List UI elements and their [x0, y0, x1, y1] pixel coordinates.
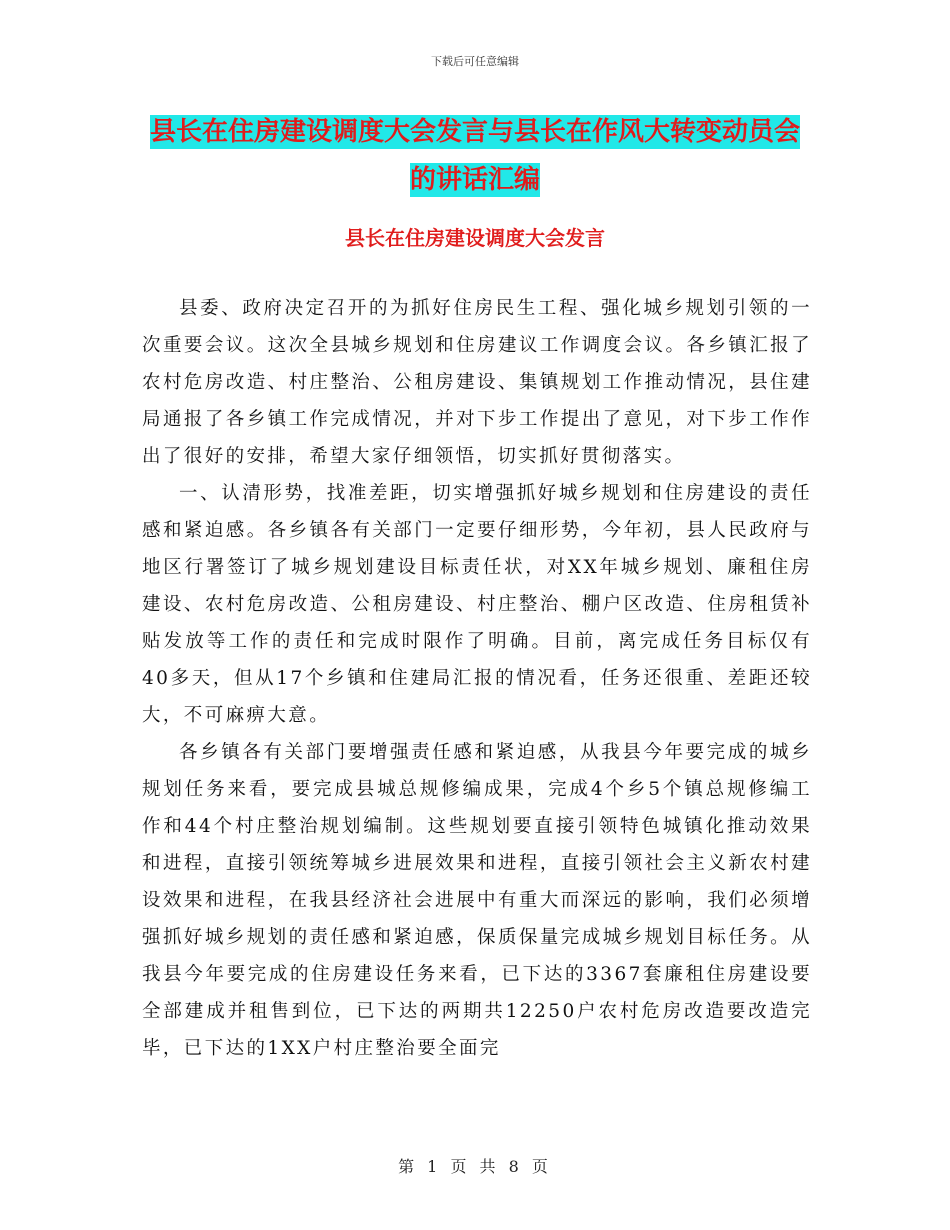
- page-footer: 第 1 页 共 8 页: [398, 1157, 552, 1176]
- document-title-text: 县长在住房建设调度大会发言与县长在作风大转变动员会的讲话汇编: [149, 117, 800, 195]
- header-note: 下载后可任意编辑: [431, 55, 519, 68]
- document-title: [140, 108, 810, 204]
- paragraph: 各乡镇各有关部门要增强责任感和紧迫感，从我县今年要完成的城乡规划任务来看，要完成县城总规修编成果，完成4个乡5个镇总规修编工作和44个村庄整治规划编制。这些规划要直接引领特色城镇化推动效果和进程，直接引领统筹城乡进展效果和进程，直接引领社会主义新农村建设效果和进程，在我县经济社会进展中有重大而深远的影响，我们必须增强抓好城乡规划的责任感和紧迫感，保质保量完成城乡规划目标任务。从我县今年要完成的住房建设任务来看，已下达的3367套廉租住房建设要全部建成并租售到位，已下达的两期共12250户农村危房改造要改造完毕，已下达的1XX户村庄整治要全面完: [142, 742, 812, 1059]
- section-title: 县长在住房建设调度大会发言: [345, 226, 605, 250]
- body-text: [142, 290, 812, 1067]
- paragraph: 一、认清形势，找准差距，切实增强抓好城乡规划和住房建设的责任感和紧迫感。各乡镇各有关部门一定要仔细形势，今年初，县人民政府与地区行署签订了城乡规划建设目标责任状，对XX年城乡规划、廉租住房建设、农村危房改造、公租房建设、村庄整治、棚户区改造、住房租赁补贴发放等工作的责任和完成时限作了明确。目前，离完成任务目标仅有40多天，但从17个乡镇和住建局汇报的情况看，任务还很重、差距还较大，不可麻痹大意。: [142, 483, 812, 726]
- paragraph: 县委、政府决定召开的为抓好住房民生工程、强化城乡规划引领的一次重要会议。这次全县城乡规划和住房建议工作调度会议。各乡镇汇报了农村危房改造、村庄整治、公租房建设、集镇规划工作推动情况，县住建局通报了各乡镇工作完成情况，并对下步工作提出了意见，对下步工作作出了很好的安排，希望大家仔细领悟，切实抓好贯彻落实。: [142, 298, 812, 467]
